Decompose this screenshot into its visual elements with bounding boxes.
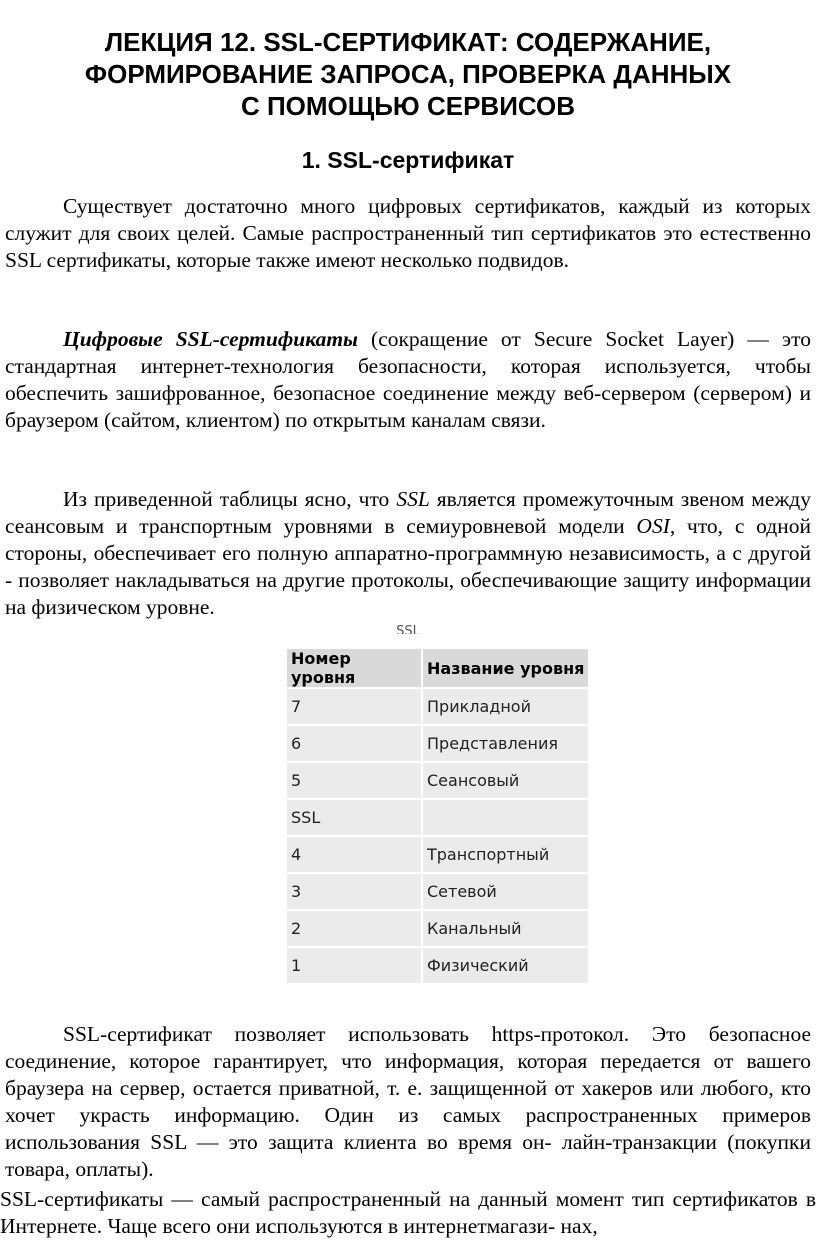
level-number-cell: SSL bbox=[287, 800, 421, 835]
table-row bbox=[287, 911, 588, 946]
paragraph-intro: Существует достаточно много цифровых сертификатов, каждый из которых служит для своих целей. Самые распространенный тип сертификатов это естественно SSL сертификаты, которые также имеют несколько подвидов. bbox=[5, 194, 811, 272]
level-name-cell: Физический bbox=[423, 948, 588, 983]
level-name-cell: Прикладной bbox=[423, 689, 588, 724]
table-row bbox=[287, 948, 588, 983]
table-header-row bbox=[287, 649, 588, 687]
term-bold-italic: Цифровые SSL-сертификаты bbox=[63, 327, 358, 351]
italic-term: SSL bbox=[396, 487, 430, 511]
paragraph-text: является промежуточным звеном между сеансовым и транспортным уровнями в семиуровневой модели bbox=[5, 487, 811, 538]
level-name-cell bbox=[423, 800, 588, 835]
paragraph-definition bbox=[5, 326, 811, 434]
section-heading: 1. SSL-сертификат bbox=[301, 147, 515, 173]
level-number-cell: 3 bbox=[287, 874, 421, 909]
paragraph-text: (сокращение от Secure Socket Layer) — это стандартная интернет-технология безопасности, которая используется, чтобы обеспечить зашифрованное, безопасное соединение между веб-сервером (сервером) и браузером (сайтом, клиентом) по открытым каналам связи. bbox=[5, 327, 811, 432]
level-number-cell: 1 bbox=[287, 948, 421, 983]
paragraph-https: SSL-сертификат позволяет использовать https-протокол. Это безопасное соединение, которое гарантирует, что информация, которая передается от вашего браузера на сервер, остается приватной, т. е. защищенной от хакеров или любого, кто хочет украсть информацию. Один из самых распространенных примеров использования SSL — это защита клиента во время он- лайн-транзакции (покупки товара, оплаты). bbox=[5, 1022, 811, 1181]
title-line: ЛЕКЦИЯ 12. SSL-СЕРТИФИКАТ: СОДЕРЖАНИЕ, bbox=[104, 27, 712, 57]
table-row bbox=[287, 726, 588, 761]
italic-term: OSI bbox=[636, 514, 670, 538]
paragraph-osi bbox=[5, 486, 811, 621]
header-level-name: Название уровня bbox=[423, 649, 588, 687]
table-row bbox=[287, 800, 588, 835]
level-name-cell: Транспортный bbox=[423, 837, 588, 872]
level-name-cell: Канальный bbox=[423, 911, 588, 946]
level-number-cell: 2 bbox=[287, 911, 421, 946]
table-row bbox=[287, 763, 588, 798]
paragraph-ssl-certificates: SSL-сертификаты — самый распространенный на данный момент тип сертификатов в Интернете. Чаще всего они используются в интернетмагази- нах, bbox=[0, 1187, 816, 1238]
table-row bbox=[287, 689, 588, 724]
level-name-cell: Представления bbox=[423, 726, 588, 761]
level-number-cell: 4 bbox=[287, 837, 421, 872]
table-row bbox=[287, 837, 588, 872]
level-number-cell: 6 bbox=[287, 726, 421, 761]
title-line: ФОРМИРОВАНИЕ ЗАПРОСА, ПРОВЕРКА ДАННЫХ bbox=[84, 59, 732, 89]
table-caption: SSL bbox=[396, 624, 420, 634]
paragraph-text: , что, с одной стороны, обеспечивает его полную аппаратно-программную независимость, а с другой - позволяет накладываться на другие протоколы, обеспечивающие защиту информации на физическом уровне. bbox=[5, 514, 811, 619]
header-level-number: Номер уровня bbox=[287, 649, 421, 687]
level-number-cell: 5 bbox=[287, 763, 421, 798]
osi-layers-table bbox=[285, 647, 590, 985]
lecture-title bbox=[0, 26, 816, 122]
table-row bbox=[287, 874, 588, 909]
title-line: С ПОМОЩЬЮ СЕРВИСОВ bbox=[240, 91, 576, 121]
level-number-cell: 7 bbox=[287, 689, 421, 724]
level-name-cell: Сеансовый bbox=[423, 763, 588, 798]
level-name-cell: Сетевой bbox=[423, 874, 588, 909]
paragraph-text: Из приведенной таблицы ясно, что bbox=[63, 487, 397, 511]
